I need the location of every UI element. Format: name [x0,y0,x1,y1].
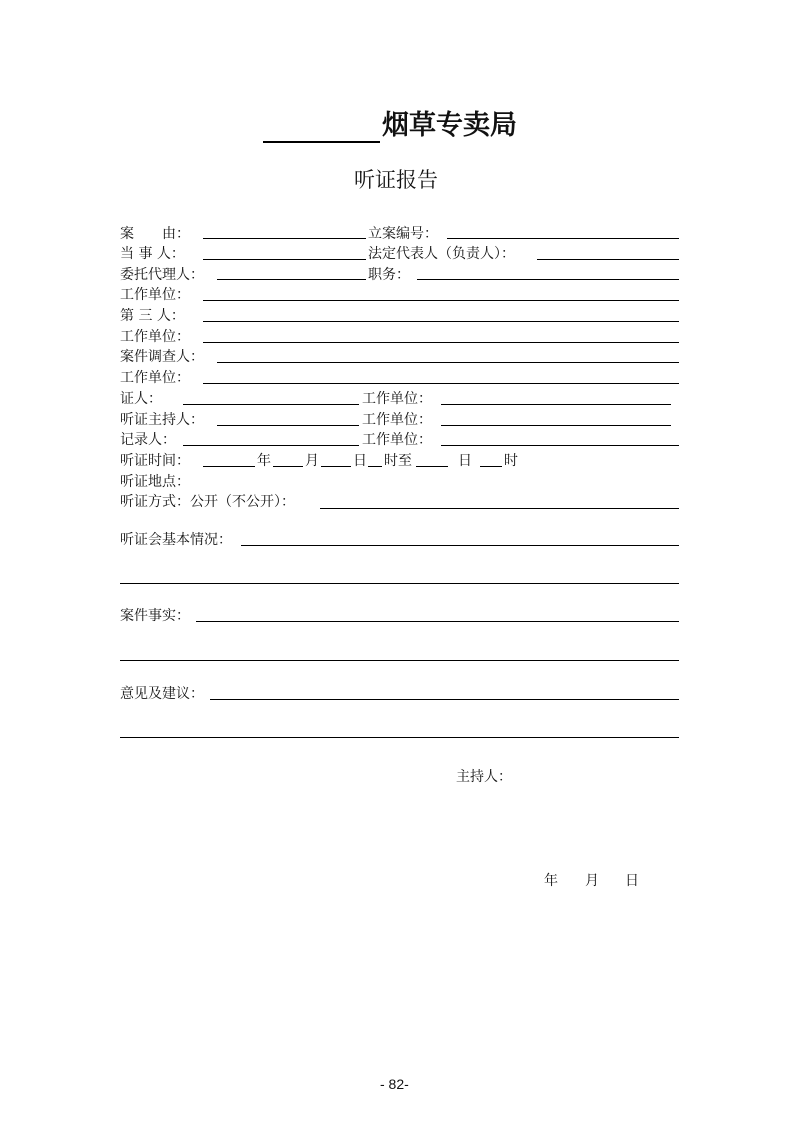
party-work-unit-label: 工作单位： [120,287,190,303]
recorder-label: 记录人： [120,432,176,448]
position-label: 职务： [368,267,410,283]
recorder-work-unit-label: 工作单位： [362,432,432,448]
document-title: 烟草专卖局 [382,110,517,141]
bureau-name-blank-line[interactable] [263,141,380,143]
opinions-line-2[interactable] [120,737,679,738]
basic-info-line-2[interactable] [120,583,679,584]
document-subtitle: 听证报告 [354,168,438,192]
opinions-label: 意见及建议： [120,686,204,702]
agent-line[interactable] [217,279,366,280]
legal-rep-line[interactable] [537,259,679,260]
page-number: - 82- [380,1076,409,1092]
case-number-label: 立案编号： [368,226,438,242]
hearing-year-blank[interactable] [203,466,255,467]
signature-day: 日 [625,873,639,889]
basic-info-label: 听证会基本情况： [120,532,232,548]
recorder-line[interactable] [183,445,359,446]
case-cause-label: 案 由： [120,226,190,242]
hearing-time-label: 听证时间： [120,453,190,469]
position-line[interactable] [417,279,679,280]
investigator-line[interactable] [217,362,679,363]
hearing-hour-start-blank[interactable] [368,466,382,467]
party-line[interactable] [203,259,366,260]
hearing-method-line[interactable] [320,508,679,509]
host-work-unit-label: 工作单位： [362,412,432,428]
hearing-end-day-blank[interactable] [416,466,448,467]
hearing-end-hour-unit: 时 [504,453,518,469]
third-party-work-unit-label: 工作单位： [120,329,190,345]
third-party-work-unit-line[interactable] [203,342,679,343]
host-line[interactable] [217,425,359,426]
case-cause-line[interactable] [203,238,366,239]
hearing-end-hour-blank[interactable] [480,466,502,467]
investigator-work-unit-label: 工作单位： [120,370,190,386]
signature-year: 年 [544,873,558,889]
case-facts-line-1[interactable] [196,621,679,622]
witness-work-unit-label: 工作单位： [362,391,432,407]
investigator-work-unit-line[interactable] [203,383,679,384]
case-facts-line-2[interactable] [120,660,679,661]
case-number-line[interactable] [447,238,679,239]
witness-line[interactable] [183,404,359,405]
hearing-day-unit: 日 [353,453,367,469]
host-label: 听证主持人： [120,412,204,428]
hearing-month-blank[interactable] [273,466,303,467]
recorder-work-unit-line[interactable] [441,445,679,446]
hearing-end-day-unit: 日 [458,453,472,469]
investigator-label: 案件调查人： [120,349,204,365]
legal-rep-label: 法定代表人（负责人）： [368,246,515,262]
host-work-unit-line[interactable] [441,425,671,426]
hearing-hour-to-unit: 时至 [384,453,412,469]
opinions-line-1[interactable] [210,699,679,700]
hearing-year-unit: 年 [257,453,271,469]
host-signature-label: 主持人： [456,769,512,785]
hearing-day-blank[interactable] [321,466,351,467]
hearing-location-label: 听证地点： [120,474,190,490]
party-work-unit-line[interactable] [203,300,679,301]
witness-label: 证人： [120,391,162,407]
case-facts-label: 案件事实： [120,608,190,624]
third-party-label: 第 三 人： [120,308,185,324]
hearing-method-label: 听证方式：公开（不公开）： [120,494,295,510]
third-party-line[interactable] [203,321,679,322]
hearing-month-unit: 月 [305,453,319,469]
party-label: 当 事 人： [120,246,185,262]
agent-label: 委托代理人： [120,267,204,283]
witness-work-unit-line[interactable] [441,404,671,405]
basic-info-line-1[interactable] [241,545,679,546]
signature-month: 月 [585,873,599,889]
